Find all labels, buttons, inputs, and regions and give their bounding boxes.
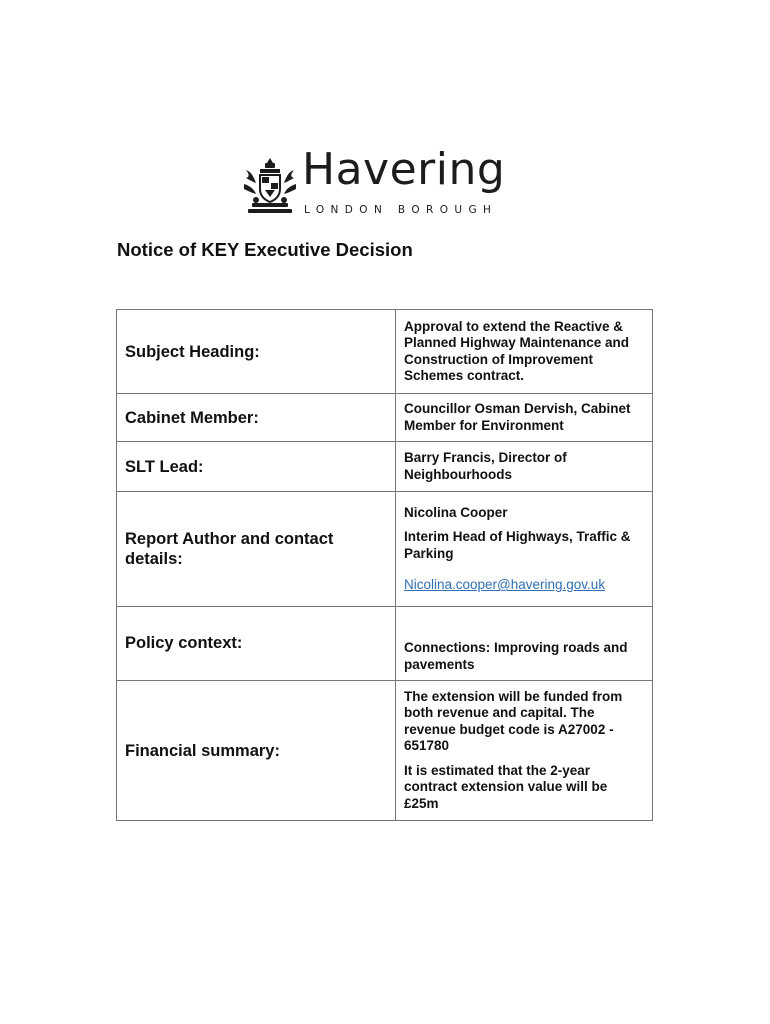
policy-context-value <box>396 607 653 681</box>
cabinet-member-text: Councillor Osman Dervish, Cabinet Member for Environment <box>404 401 631 433</box>
policy-context-label: Policy context: <box>117 607 396 681</box>
report-author-label: Report Author and contact details: <box>117 492 396 607</box>
policy-context-text: Connections: Improving roads and pavements <box>404 640 628 672</box>
table-row <box>117 607 653 681</box>
logo-tagline: LONDON BOROUGH <box>304 204 498 216</box>
slt-lead-text: Barry Francis, Director of Neighbourhoods <box>404 450 567 482</box>
financial-summary-paragraph: The extension will be funded from both revenue and capital. The revenue budget code is A27002 - 651780 <box>404 688 623 754</box>
financial-summary-paragraph: It is estimated that the 2-year contract extension value will be £25m <box>404 762 608 811</box>
table-row <box>117 681 653 821</box>
table-row <box>117 394 653 442</box>
decision-details-table <box>116 309 653 821</box>
cabinet-member-label: Cabinet Member: <box>117 394 396 442</box>
logo-wordmark: Havering <box>302 144 506 195</box>
slt-lead-label: SLT Lead: <box>117 442 396 492</box>
report-author-value <box>396 492 653 607</box>
havering-logo <box>240 144 525 218</box>
report-author-role: Interim Head of Highways, Traffic & Parking <box>404 529 631 561</box>
report-author-name: Nicolina Cooper <box>404 504 508 520</box>
subject-heading-label: Subject Heading: <box>117 310 396 394</box>
cabinet-member-value <box>396 394 653 442</box>
subject-heading-text: Approval to extend the Reactive & Planned Highway Maintenance and Construction of Improvement Schemes contract. <box>404 318 630 383</box>
table-row <box>117 492 653 607</box>
table-row <box>117 310 653 394</box>
subject-heading-value <box>396 310 653 394</box>
report-author-email-link[interactable]: Nicolina.cooper@havering.gov.uk <box>404 577 606 592</box>
table-row <box>117 442 653 492</box>
financial-summary-label: Financial summary: <box>117 681 396 821</box>
financial-summary-value <box>396 681 653 821</box>
document-title: Notice of KEY Executive Decision <box>117 239 413 260</box>
slt-lead-value <box>396 442 653 492</box>
coat-of-arms-icon <box>242 156 298 216</box>
